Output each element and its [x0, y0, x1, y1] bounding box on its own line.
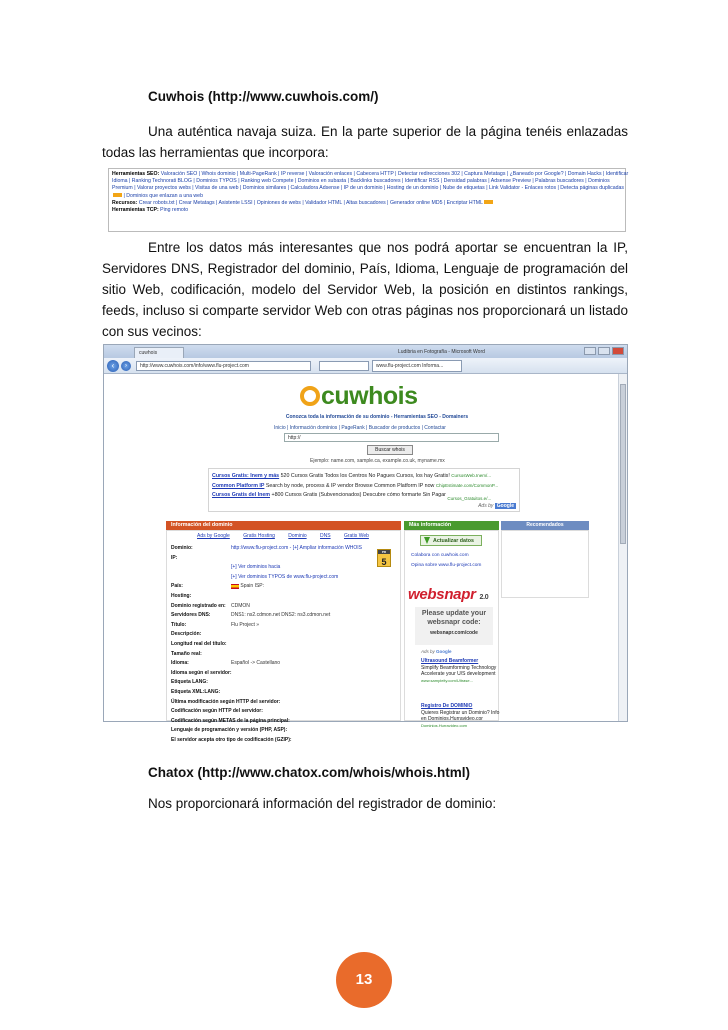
websnapr-notice: Please update your websnapr code: websnapr.com/code [415, 607, 493, 645]
info-key: Idioma: [171, 660, 189, 667]
side-ad: Ultrasound Beamformer Simplify Beamforming Technology Accelerate your U/S development www.sampleity.com/Ultrase... [421, 658, 497, 683]
info-tabs [197, 533, 381, 539]
close-icon [612, 347, 624, 355]
forward-icon: › [121, 361, 131, 371]
toolbar-row: Recursos: Crear robots.txt | Crear Metatags | Asistente LSSI | Opiniones de webs | Validador HTML | Altas buscadores | Generador online MD5 | Encriptar HTML [112, 200, 622, 207]
whois-input: http:// [284, 433, 499, 442]
spain-flag-icon [231, 584, 239, 589]
section-heading-cuwhois: Cuwhois (http://www.cuwhois.com/) [148, 89, 379, 104]
mas-panel-header: Más información [404, 521, 499, 530]
info-key: Idioma según el servidor: [171, 669, 232, 676]
info-value: CDMON [231, 602, 250, 609]
info-row [171, 688, 396, 698]
info-key: Codificación según HTTP del servidor: [171, 708, 263, 715]
info-key: Lenguaje de programación y versión (PHP, ASP): [171, 727, 288, 734]
info-panel [166, 530, 401, 743]
info-key: El servidor acepta otro tipo de codificación (GZIP): [171, 736, 292, 743]
update-data-button: Actualizar datos [420, 535, 482, 546]
info-row [171, 592, 396, 602]
info-row [171, 554, 396, 564]
paragraph-datos [102, 237, 628, 342]
url-field: http://www.cuwhois.com/info/www.flu-project.com [136, 361, 311, 371]
whois-search-button: Buscar whois [367, 445, 413, 455]
browser-address-bar [104, 358, 627, 374]
info-value: [+] Ver dominios hacia [231, 564, 281, 571]
info-row [171, 669, 396, 679]
info-key: Codificación según METAS de la página principal: [171, 717, 290, 724]
info-row [171, 582, 396, 592]
toolbar-row: | Dominios que enlazan a una web [112, 193, 622, 200]
info-tab: Dominio [288, 533, 307, 539]
browser-window-title: Ludibria en Fotografía - Microsoft Word [398, 349, 485, 355]
toolbar-row: Herramientas SEO: Valoración SEO | Whois dominio | Multi-PageRank | IP reverse | Valoración enlaces | Cabecera HTTP | Detectar redirecciones 302 | Captura Metatags | ¿Baneado por Google? | Domain Hacks | Identificar [112, 171, 629, 177]
mas-panel [404, 530, 500, 728]
info-row [171, 650, 396, 660]
rec-panel-header: Recomendados [501, 521, 589, 530]
browser-tab: cuwhois [134, 347, 184, 358]
cuwhois-tagline: Conozca toda la información de su dominio - Herramientas SEO - Domainers [285, 414, 469, 420]
rec-panel [501, 530, 589, 598]
toolbar-row: Idioma | Ranking Technorati BLOG | Dominios TYPOS | Ranking web Compete | Dominios en subasta | Backlinks buscadores | Identificar RSS | Densidad palabras | Adsense Preview | Palabras buscadores | Dominios [112, 178, 610, 185]
browser-search-field [319, 361, 369, 371]
ad-item: Common Platform IP Search by node, process & IP vendor Browse Common Platform IP now ChipEstimate.com/CommonP... [212, 483, 499, 489]
info-value: Flu Project » [231, 621, 260, 628]
back-icon: ‹ [107, 360, 119, 372]
side-ad: Registro De DOMINIO Quieres Registrar un Dominio? Info en Dominios.Hurravideo.cor Dominios.Hurravideo.com [421, 703, 500, 728]
websnapr-logo: websnapr 2.0 [408, 586, 489, 603]
info-key: País: [171, 583, 183, 590]
ad-item: Cursos Gratis del Inem +800 Cursos Gratis (Subvencionados) Descubre cómo formarte Sin Pagar Cursos_Gratuitos.e/... [212, 492, 492, 501]
ad-item: Cursos Gratis: Inem y más 520 Cursos Gratis Todos los Centros No Pagues Cursos, los hay Gratis! CursosWeb.Inem/... [212, 473, 491, 479]
info-row [171, 640, 396, 650]
paragraph-text: Entre los datos más interesantes que nos podrá aportar se encuentran la IP, Servidores DNS, Registrador del dominio, País, Idioma, Lenguaje de programación del sitio Web, codificación, modelo del Servidor Web, la posición en distintos rankings, feeds, incluso si comparte servidor Web con otras páginas nos proporcionará un listado con sus vecinos: [102, 240, 628, 339]
info-panel-header: Información del dominio [166, 521, 401, 530]
page-number-badge: 13 [336, 952, 392, 1008]
browser-tab: www.flu-project.com Informa... [372, 360, 462, 372]
browser-titlebar [104, 345, 627, 358]
info-key: Dominio: [171, 545, 193, 551]
info-value: Español -> Castellano [231, 660, 281, 667]
info-row [171, 736, 396, 746]
browser-content [104, 374, 620, 743]
info-value: [+] Ver dominios TYPOS de www.flu-project.com [231, 573, 339, 580]
window-controls [584, 347, 624, 355]
info-key: Etiqueta LANG: [171, 679, 208, 686]
new-badge-icon [484, 200, 493, 204]
info-row [171, 726, 396, 736]
info-value: http://www.flu-project.com - [+] Ampliar información WHOIS [231, 545, 363, 551]
browser-scrollbar [618, 374, 627, 721]
browser-screenshot [103, 344, 628, 743]
info-row [171, 698, 396, 708]
info-row [171, 573, 396, 583]
logo-ring-icon [300, 386, 320, 406]
info-value: DNS1: ns2.cdmon.net DNS2: ns3.cdmon.net [231, 612, 331, 619]
info-key: Última modificación según HTTP del servidor: [171, 698, 281, 705]
paragraph-text: Una auténtica navaja suiza. En la parte superior de la página tenéis enlazadas todas las herramientas que incorpora: [102, 124, 628, 160]
info-key: Descripción: [171, 631, 202, 638]
info-tab: Gratis Hosting [243, 533, 275, 539]
info-key: Etiqueta XML:LANG: [171, 688, 221, 695]
info-row [171, 602, 396, 612]
toolbar-row: Herramientas TCP: Ping remoto [112, 207, 189, 214]
ads-by-google: Ads by Google [421, 649, 452, 654]
info-row [171, 611, 396, 621]
whois-example: Ejemplo: name.com, sample.ca, example.co.uk, myname.mx [310, 458, 445, 464]
paragraph-cuwhois-intro [102, 121, 628, 163]
mas-link: Colabora con cuwhois.com [411, 553, 469, 558]
info-rows [171, 544, 396, 745]
info-row [171, 563, 396, 573]
info-key: IP: [171, 554, 178, 561]
info-tab: Gratis Web [343, 533, 369, 539]
info-row [171, 659, 396, 669]
toolbar-screenshot [108, 168, 629, 232]
minimize-icon [584, 347, 596, 355]
cuwhois-nav-links: Inicio | Información dominios | PageRank | Buscador de productos | Contactar [274, 425, 446, 431]
new-badge-icon [113, 193, 122, 197]
toolbar-row: Premium | Valorar proyectos webs | Visitas de una web | Dominios similares | Calculadora Adsense | IP de un dominio | Hosting de un dominio | Nube de etiquetas | Link Validator - Enlaces rotos | Detecta páginas duplicadas [112, 185, 625, 192]
info-key: Tamaño real: [171, 650, 202, 657]
info-value: Spain ISP: [240, 583, 265, 590]
mas-link: Opina sobre www.flu-project.com [411, 563, 482, 568]
info-row [171, 621, 396, 631]
info-key: Dominio registrado en: [171, 602, 226, 609]
info-key: Título: [171, 621, 187, 628]
info-row [171, 630, 396, 640]
pagerank-badge: PR 5 [377, 549, 391, 567]
scrollbar-thumb [620, 384, 626, 544]
info-key: Longitud real del título: [171, 640, 227, 647]
info-tab: Ads by Google [197, 533, 230, 539]
info-row [171, 717, 396, 727]
info-key: Hosting: [171, 592, 192, 599]
info-row [171, 707, 396, 717]
ads-by-google: Ads by Google [478, 503, 514, 509]
ads-box [208, 468, 520, 512]
section-heading-chatox: Chatox (http://www.chatox.com/whois/whois.html) [148, 765, 471, 780]
info-key: Servidores DNS: [171, 612, 211, 619]
cuwhois-logo: cuwhois [300, 382, 418, 411]
info-tab: DNS [320, 533, 331, 539]
info-row [171, 678, 396, 688]
paragraph-chatox: Nos proporcionará información del registrador de dominio: [148, 796, 497, 811]
info-row [171, 544, 396, 554]
maximize-icon [598, 347, 610, 355]
